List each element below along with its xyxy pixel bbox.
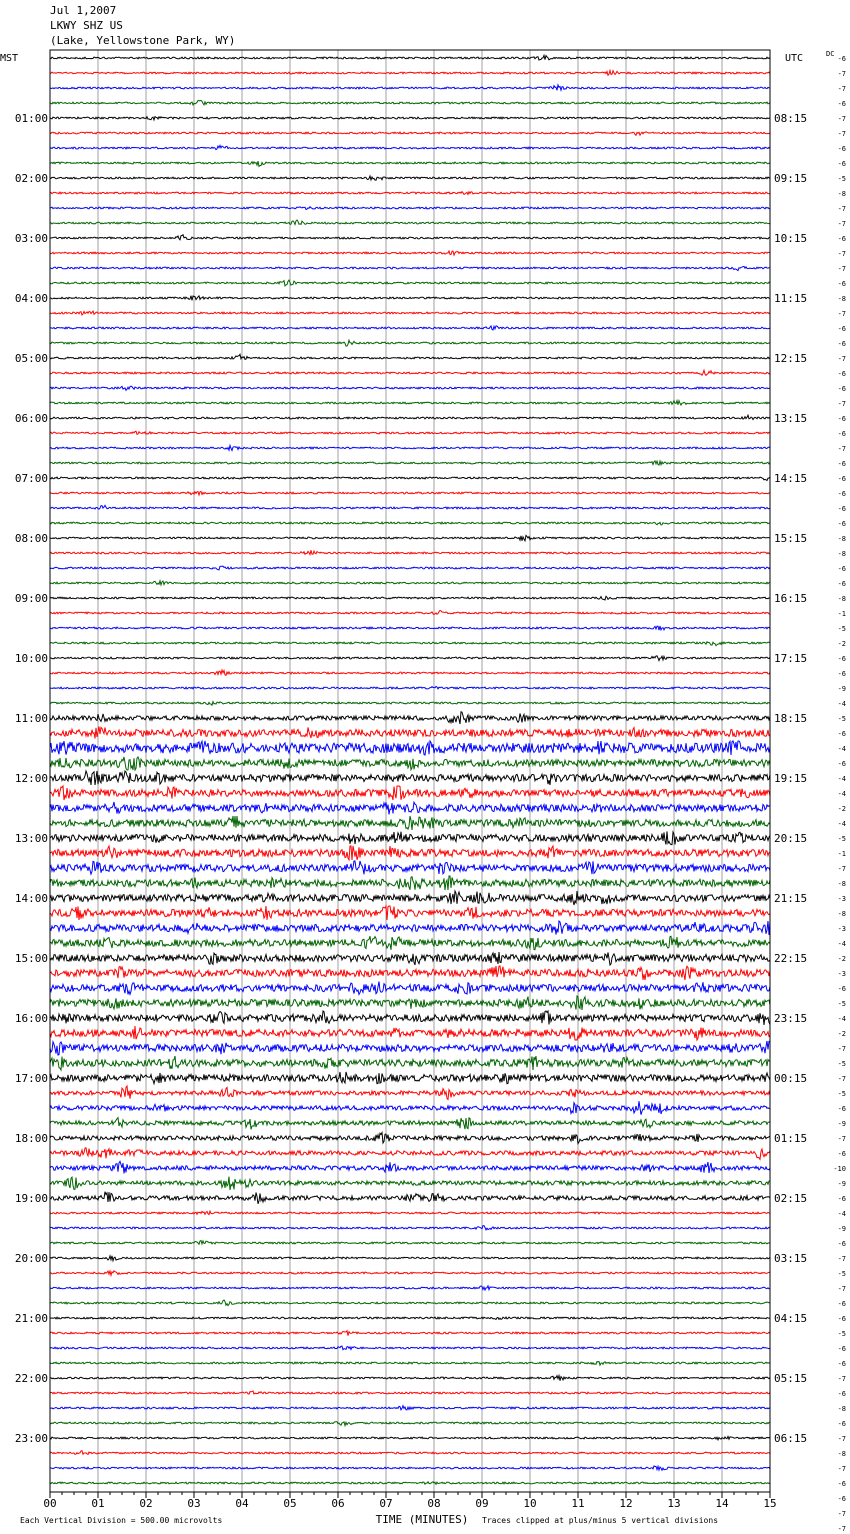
dc-offset-label: -7 [837, 1525, 846, 1533]
trace-line [50, 340, 770, 346]
trace-line [50, 581, 770, 585]
dc-offset-label: -7 [837, 205, 846, 213]
dc-offset-label: -7 [837, 1435, 846, 1443]
x-tick-label: 08 [427, 1497, 441, 1510]
trace-line [50, 1011, 770, 1025]
seismic-traces [50, 55, 770, 1484]
left-hour-label: 14:00 [14, 892, 48, 905]
trace-line [50, 354, 770, 359]
left-hour-label: 13:00 [14, 832, 48, 845]
right-hour-label: 06:15 [774, 1432, 808, 1445]
x-tick-label: 14 [715, 1497, 729, 1510]
left-hour-label: 06:00 [14, 412, 48, 425]
right-hour-label: 16:15 [774, 592, 808, 605]
right-hour-label: 04:15 [774, 1312, 808, 1325]
dc-offset-label: -8 [837, 910, 846, 918]
dc-offset-label: -8 [837, 295, 846, 303]
trace-line [50, 161, 770, 166]
trace-line [50, 1211, 770, 1214]
left-timezone-label: MST [0, 53, 19, 64]
dc-offset-label: -6 [837, 1240, 846, 1248]
trace-line [50, 702, 770, 706]
trace-line [50, 1177, 770, 1190]
left-hour-label: 20:00 [14, 1252, 48, 1265]
trace-line [50, 401, 770, 406]
x-tick-label: 02 [139, 1497, 153, 1510]
trace-line [50, 1300, 770, 1306]
trace-line [50, 431, 770, 434]
trace-line [50, 982, 770, 995]
right-hour-label: 11:15 [774, 292, 808, 305]
dc-offset-label: -7 [837, 865, 846, 873]
left-hour-label: 19:00 [14, 1192, 48, 1205]
trace-line [50, 861, 770, 874]
right-hour-label: 21:15 [774, 892, 808, 905]
dc-offset-label: -10 [833, 1165, 846, 1173]
dc-offset-label: -7 [837, 265, 846, 273]
dc-offset-label: -2 [837, 955, 846, 963]
dc-offset-label: -6 [837, 385, 846, 393]
right-hour-label: 10:15 [774, 232, 808, 245]
dc-offset-label: -6 [837, 475, 846, 483]
dc-offset-label: -5 [837, 835, 846, 843]
dc-offset-label: -9 [837, 685, 846, 693]
dc-offset-label: -8 [837, 1405, 846, 1413]
dc-offset-label: -7 [837, 1255, 846, 1263]
trace-line [50, 626, 770, 630]
trace-line [50, 445, 770, 450]
right-hour-label: 22:15 [774, 952, 808, 965]
trace-line [50, 100, 770, 105]
trace-line [50, 1346, 770, 1350]
trace-line [50, 192, 770, 195]
x-tick-label: 06 [331, 1497, 345, 1510]
dc-offset-label: -8 [837, 535, 846, 543]
dc-offset-label: -7 [837, 85, 846, 93]
dc-offset-label: -6 [837, 55, 846, 63]
header-station: LKWY SHZ US [50, 19, 123, 32]
dc-offset-label: -6 [837, 460, 846, 468]
trace-line [50, 596, 770, 600]
dc-offset-label: -6 [837, 1495, 846, 1503]
x-tick-label: 00 [43, 1497, 57, 1510]
dc-offset-label: -6 [837, 1105, 846, 1113]
dc-offset-label: -8 [837, 190, 846, 198]
right-hour-label: 15:15 [774, 532, 808, 545]
dc-offset-label: -6 [837, 145, 846, 153]
dc-offset-label: -7 [837, 355, 846, 363]
dc-offset-label: -5 [837, 1000, 846, 1008]
trace-line [50, 771, 770, 785]
right-hour-label: 02:15 [774, 1192, 808, 1205]
dc-offset-label: -6 [837, 1315, 846, 1323]
trace-line [50, 535, 770, 540]
trace-line [50, 1406, 770, 1410]
trace-line [50, 1376, 770, 1381]
trace-line [50, 1086, 770, 1100]
trace-line [50, 1286, 770, 1290]
right-hour-label: 03:15 [774, 1252, 808, 1265]
trace-line [50, 386, 770, 390]
dc-offset-label: -6 [837, 580, 846, 588]
dc-offset-label: -4 [837, 940, 846, 948]
x-tick-label: 07 [379, 1497, 393, 1510]
trace-line [50, 505, 770, 509]
dc-offset-label: -5 [837, 1090, 846, 1098]
dc-offset-label: -6 [837, 325, 846, 333]
left-hour-label: 21:00 [14, 1312, 48, 1325]
trace-line [50, 280, 770, 286]
left-hour-label: 02:00 [14, 172, 48, 185]
header-date: Jul 1,2007 [50, 4, 117, 17]
dc-offset-label: -8 [837, 550, 846, 558]
x-tick-label: 10 [523, 1497, 537, 1510]
dc-offset-label: -7 [837, 310, 846, 318]
trace-line [50, 176, 770, 180]
dc-offset-label: -4 [837, 820, 846, 828]
dc-offset-label: -4 [837, 745, 846, 753]
dc-offset-label: -7 [837, 1375, 846, 1383]
dc-offset-label: -3 [837, 970, 846, 978]
trace-line [50, 1271, 770, 1276]
dc-offset-label: -6 [837, 280, 846, 288]
trace-line [50, 996, 770, 1010]
dc-offset-label: -7 [837, 1510, 846, 1518]
trace-line [50, 1256, 770, 1261]
trace-line [50, 566, 770, 570]
dc-offset-label: -6 [837, 1420, 846, 1428]
trace-line [50, 477, 770, 481]
trace-line [50, 846, 770, 860]
dc-offset-label: -7 [837, 1465, 846, 1473]
left-hour-label: 03:00 [14, 232, 48, 245]
trace-line [50, 1362, 770, 1366]
trace-line [50, 70, 770, 75]
dc-offset-label: -6 [837, 160, 846, 168]
right-timezone-label: UTC [785, 53, 804, 64]
plot-frame [50, 50, 770, 1492]
trace-line [50, 1422, 770, 1426]
trace-line [50, 1041, 770, 1055]
trace-line [50, 1331, 770, 1336]
dc-offset-label: -5 [837, 625, 846, 633]
trace-line [50, 311, 770, 315]
dc-offset-label: -6 [837, 670, 846, 678]
dc-offset-label: -3 [837, 925, 846, 933]
left-hour-label: 04:00 [14, 292, 48, 305]
dc-offset-label: -7 [837, 400, 846, 408]
x-tick-label: 11 [571, 1497, 585, 1510]
dc-offset-label: -4 [837, 1210, 846, 1218]
right-hour-label: 13:15 [774, 412, 808, 425]
trace-line [50, 1133, 770, 1144]
trace-line [50, 491, 770, 495]
trace-line [50, 642, 770, 646]
x-tick-label: 13 [667, 1497, 681, 1510]
trace-line [50, 370, 770, 375]
trace-line [50, 1192, 770, 1204]
trace-line [50, 266, 770, 270]
trace-line [50, 145, 770, 149]
dc-offset-label: -1 [837, 850, 846, 858]
scale-note: Each Vertical Division = 500.00 microvolts [20, 1516, 223, 1525]
trace-line [50, 1436, 770, 1439]
trace-line [50, 921, 770, 935]
left-hour-label: 18:00 [14, 1132, 48, 1145]
trace-line [50, 1056, 770, 1070]
dc-offset-label: -4 [837, 700, 846, 708]
dc-offset-label: -5 [837, 1060, 846, 1068]
trace-line [50, 326, 770, 330]
trace-line [50, 251, 770, 255]
trace-line [50, 831, 770, 844]
dc-label: DC [826, 50, 835, 58]
right-hour-label: 17:15 [774, 652, 808, 665]
right-hour-label: 05:15 [774, 1372, 808, 1385]
dc-offset-label: -5 [837, 175, 846, 183]
dc-offset-label: -7 [837, 1075, 846, 1083]
trace-line [50, 220, 770, 225]
dc-offset-label: -5 [837, 1270, 846, 1278]
dc-offset-label: -7 [837, 115, 846, 123]
x-tick-label: 12 [619, 1497, 633, 1510]
dc-offset-label: -6 [837, 565, 846, 573]
trace-line [50, 296, 770, 301]
trace-line [50, 1161, 770, 1173]
right-hour-label: 12:15 [774, 352, 808, 365]
dc-offset-label: -7 [837, 445, 846, 453]
left-hour-label: 07:00 [14, 472, 48, 485]
dc-offset-label: -7 [837, 1285, 846, 1293]
trace-line [50, 235, 770, 240]
dc-offset-label: -6 [837, 505, 846, 513]
dc-offset-label: -4 [837, 775, 846, 783]
trace-line [50, 712, 770, 724]
dc-offset-label: -3 [837, 895, 846, 903]
dc-offset-label: -2 [837, 640, 846, 648]
x-tick-label: 01 [91, 1497, 105, 1510]
dc-offset-label: -6 [837, 415, 846, 423]
chart-labels [0, 50, 846, 1534]
dc-offset-label: -6 [837, 730, 846, 738]
trace-line [50, 1451, 770, 1455]
dc-offset-label: -5 [837, 1330, 846, 1338]
dc-offset-label: -7 [837, 1135, 846, 1143]
trace-line [50, 1148, 770, 1160]
dc-offset-label: -6 [837, 1150, 846, 1158]
right-hour-label: 14:15 [774, 472, 808, 485]
trace-line [50, 891, 770, 905]
dc-offset-label: -6 [837, 655, 846, 663]
left-hour-label: 17:00 [14, 1072, 48, 1085]
x-tick-label: 04 [235, 1497, 249, 1510]
dc-offset-label: -2 [837, 1030, 846, 1038]
trace-line [50, 936, 770, 950]
trace-line [50, 876, 770, 890]
left-hour-label: 11:00 [14, 712, 48, 725]
dc-offset-label: -6 [837, 520, 846, 528]
left-hour-label: 08:00 [14, 532, 48, 545]
dc-offset-label: -8 [837, 880, 846, 888]
left-hour-label: 10:00 [14, 652, 48, 665]
x-tick-label: 05 [283, 1497, 297, 1510]
dc-offset-label: -6 [837, 760, 846, 768]
trace-line [50, 670, 770, 675]
dc-offset-label: -6 [837, 1300, 846, 1308]
trace-line [50, 1118, 770, 1130]
trace-line [50, 952, 770, 965]
x-tick-label: 09 [475, 1497, 489, 1510]
right-hour-label: 01:15 [774, 1132, 808, 1145]
right-hour-label: 08:15 [774, 112, 808, 125]
dc-offset-label: -6 [837, 1480, 846, 1488]
trace-line [50, 85, 770, 90]
dc-offset-label: -4 [837, 790, 846, 798]
trace-line [50, 802, 770, 814]
trace-line [50, 1391, 770, 1394]
dc-offset-label: -6 [837, 100, 846, 108]
trace-line [50, 906, 770, 920]
right-hour-label: 00:15 [774, 1072, 808, 1085]
trace-line [50, 816, 770, 830]
trace-line [50, 415, 770, 419]
left-hour-label: 22:00 [14, 1372, 48, 1385]
dc-offset-label: -6 [837, 1345, 846, 1353]
left-hour-label: 16:00 [14, 1012, 48, 1025]
trace-line [50, 686, 770, 689]
dc-offset-label: -6 [837, 430, 846, 438]
header-location: (Lake, Yellowstone Park, WY) [50, 34, 236, 47]
dc-offset-label: -6 [837, 985, 846, 993]
dc-offset-label: -5 [837, 715, 846, 723]
trace-line [50, 656, 770, 661]
x-tick-label: 15 [763, 1497, 777, 1510]
dc-offset-label: -9 [837, 1225, 846, 1233]
trace-line [50, 1072, 770, 1084]
left-hour-label: 05:00 [14, 352, 48, 365]
left-hour-label: 12:00 [14, 772, 48, 785]
trace-line [50, 522, 770, 525]
dc-offset-label: -1 [837, 610, 846, 618]
trace-line [50, 1241, 770, 1245]
dc-offset-label: -6 [837, 1195, 846, 1203]
trace-line [50, 132, 770, 136]
dc-offset-label: -4 [837, 1015, 846, 1023]
trace-line [50, 1482, 770, 1485]
dc-offset-label: -2 [837, 805, 846, 813]
dc-offset-label: -6 [837, 235, 846, 243]
dc-offset-label: -9 [837, 1120, 846, 1128]
trace-line [50, 207, 770, 210]
trace-line [50, 550, 770, 554]
trace-line [50, 786, 770, 800]
dc-offset-label: -9 [837, 1180, 846, 1188]
trace-line [50, 1026, 770, 1040]
dc-offset-label: -6 [837, 1360, 846, 1368]
trace-line [50, 461, 770, 465]
dc-offset-label: -8 [837, 595, 846, 603]
trace-line [50, 117, 770, 120]
dc-offset-label: -6 [837, 1390, 846, 1398]
dc-offset-label: -7 [837, 130, 846, 138]
trace-line [50, 55, 770, 60]
trace-line [50, 741, 770, 755]
right-hour-label: 20:15 [774, 832, 808, 845]
dc-offset-label: -6 [837, 490, 846, 498]
trace-line [50, 1101, 770, 1115]
trace-line [50, 727, 770, 739]
left-hour-label: 23:00 [14, 1432, 48, 1445]
trace-line [50, 757, 770, 770]
right-hour-label: 09:15 [774, 172, 808, 185]
trace-line [50, 1317, 770, 1319]
left-hour-label: 01:00 [14, 112, 48, 125]
right-hour-label: 19:15 [774, 772, 808, 785]
dc-offset-label: -7 [837, 70, 846, 78]
right-hour-label: 23:15 [774, 1012, 808, 1025]
right-hour-label: 18:15 [774, 712, 808, 725]
dc-offset-label: -7 [837, 250, 846, 258]
trace-line [50, 1466, 770, 1470]
trace-line [50, 611, 770, 615]
x-tick-label: 03 [187, 1497, 201, 1510]
dc-offset-label: -6 [837, 370, 846, 378]
time-gridlines [98, 50, 722, 1492]
dc-offset-label: -7 [837, 1045, 846, 1053]
dc-offset-label: -8 [837, 1450, 846, 1458]
dc-offset-label: -7 [837, 220, 846, 228]
dc-offset-label: -6 [837, 340, 846, 348]
clip-note: Traces clipped at plus/minus 5 vertical divisions [482, 1516, 719, 1525]
trace-line [50, 966, 770, 980]
x-axis-label: TIME (MINUTES) [375, 1513, 469, 1526]
left-hour-label: 15:00 [14, 952, 48, 965]
trace-line [50, 1226, 770, 1230]
left-hour-label: 09:00 [14, 592, 48, 605]
